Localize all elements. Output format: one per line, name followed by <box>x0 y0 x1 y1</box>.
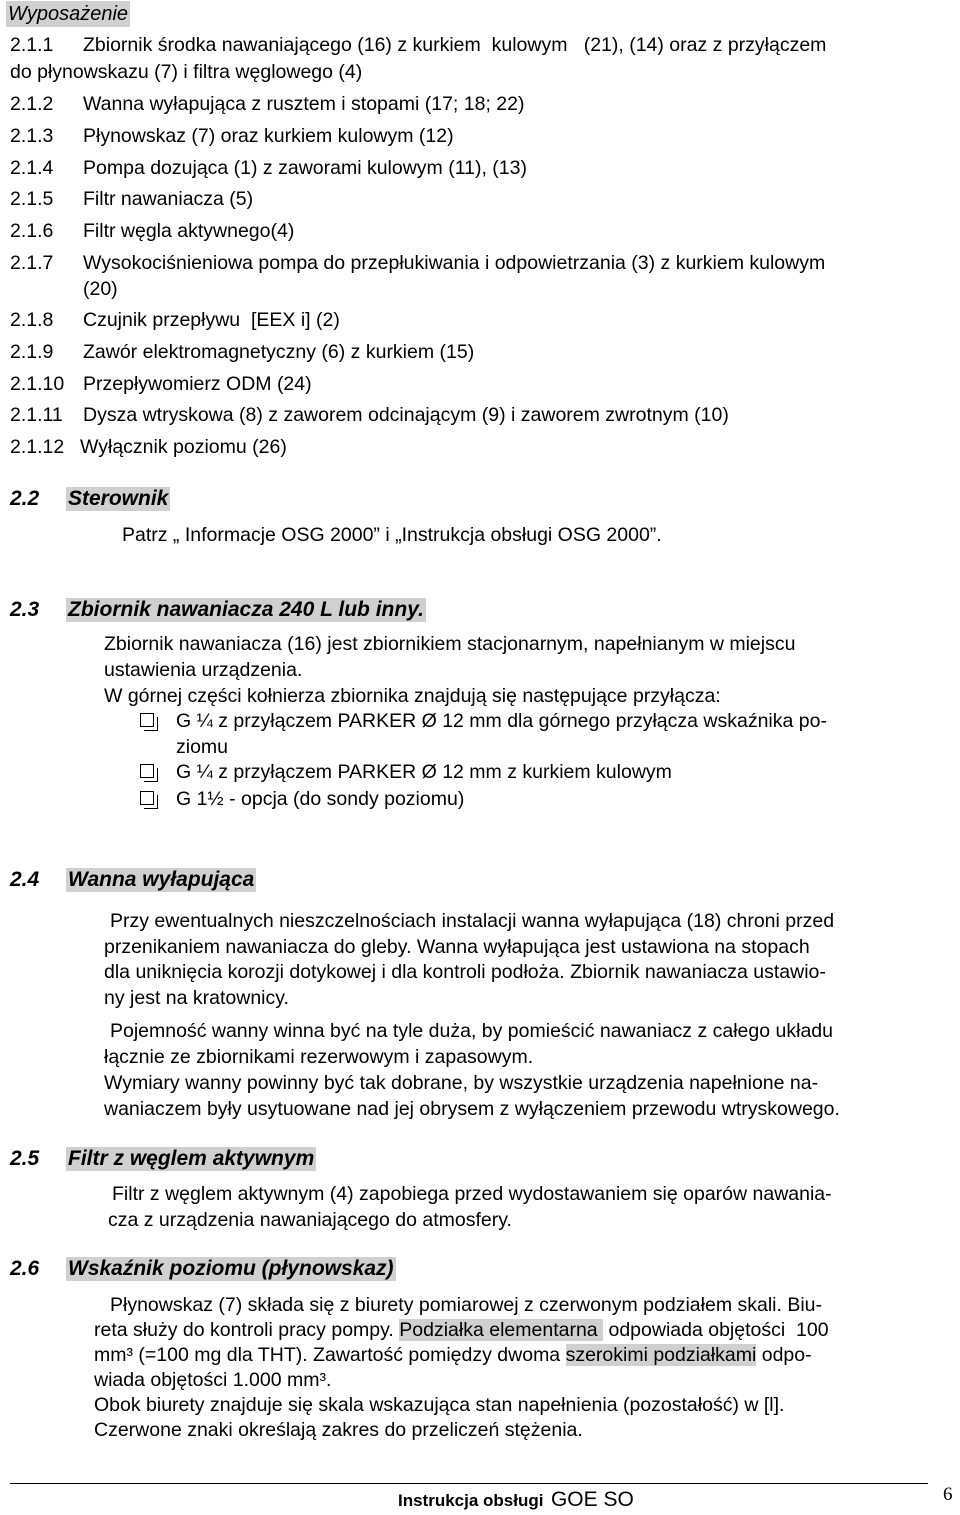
paragraph-line: Filtr z węglem aktywnym (4) zapobiega przed wydostawaniem się oparów nawania- <box>112 1183 832 1205</box>
text-run: odpowiada objętości 100 <box>603 1319 829 1341</box>
paragraph-line: Zbiornik nawaniacza (16) jest zbiornikiem stacjonarnym, napełnianym w miejscu <box>104 633 796 655</box>
item-number: 2.1.10 <box>10 373 65 395</box>
page-number: 6 <box>943 1484 953 1505</box>
checkbox-bullet-icon <box>140 791 154 805</box>
item-text: Pompa dozująca (1) z zaworami kulowym (11), (13) <box>83 157 527 179</box>
text-run: reta służy do kontroli pracy pompy. <box>94 1319 400 1341</box>
item-text: Płynowskaz (7) oraz kurkiem kulowym (12) <box>83 125 454 147</box>
item-number: 2.1.12 <box>10 436 65 458</box>
item-number: 2.1.11 <box>10 404 63 426</box>
checkbox-bullet-icon <box>140 713 154 727</box>
item-text: do płynowskazu (7) i filtra węglowego (4) <box>10 61 363 83</box>
item-text: Dysza wtryskowa (8) z zaworem odcinającym (9) i zaworem zwrotnym (10) <box>83 404 729 426</box>
item-number: 2.1.2 <box>10 93 54 115</box>
paragraph-line <box>94 1342 812 1368</box>
section-heading: Wyposażenie <box>8 3 129 25</box>
text-run: mm³ (=100 mg dla THT). Zawartość pomiędzy dwoma <box>94 1344 566 1366</box>
item-text: (20) <box>83 278 118 300</box>
item-number: 2.1.5 <box>10 188 54 210</box>
footer <box>398 1488 634 1512</box>
highlighted-term: Podziałka elementarna <box>399 1319 604 1341</box>
footer-divider <box>10 1483 928 1484</box>
section-number: 2.3 <box>10 598 40 621</box>
section-number: 2.5 <box>10 1147 40 1170</box>
item-number: 2.1.4 <box>10 157 54 179</box>
bullet-text: G ¼ z przyłączem PARKER Ø 12 mm dla górnego przyłącza wskaźnika po- <box>176 710 827 732</box>
paragraph-line: W górnej części kołnierza zbiornika znajdują się następujące przyłącza: <box>104 685 721 707</box>
paragraph-line: Płynowskaz (7) składa się z biurety pomiarowej z czerwonym podziałem skali. Biu- <box>110 1294 823 1316</box>
section-title: Wanna wyłapująca <box>68 868 255 891</box>
paragraph-line <box>94 1317 829 1343</box>
item-number: 2.1.6 <box>10 220 54 242</box>
paragraph-line: wiada objętości 1.000 mm³. <box>94 1369 332 1391</box>
footer-product: GOE SO <box>550 1488 634 1511</box>
text-run: odpo- <box>756 1344 812 1366</box>
section-text: Patrz „ Informacje OSG 2000” i „Instrukcja obsługi OSG 2000”. <box>122 524 662 546</box>
item-text: Wysokociśnieniowa pompa do przepłukiwania i odpowietrzania (3) z kurkiem kulowym <box>83 252 826 274</box>
paragraph-line: Przy ewentualnych nieszczelnościach instalacji wanna wyłapująca (18) chroni przed <box>110 910 835 932</box>
section-title: Zbiornik nawaniacza 240 L lub inny. <box>68 598 424 621</box>
footer-label: Instrukcja obsługi <box>398 1491 544 1510</box>
item-text: Wyłącznik poziomu (26) <box>80 436 287 458</box>
section-number: 2.2 <box>10 487 40 510</box>
section-number: 2.4 <box>10 868 40 891</box>
item-text: Filtr nawaniacza (5) <box>83 188 254 210</box>
paragraph-line: cza z urządzenia nawaniającego do atmosfery. <box>108 1209 512 1231</box>
item-text: Wanna wyłapująca z rusztem i stopami (17; 18; 22) <box>83 93 525 115</box>
paragraph-line: ustawienia urządzenia. <box>104 659 303 681</box>
paragraph-line: ny jest na kratownicy. <box>104 987 289 1009</box>
item-number: 2.1.7 <box>10 252 54 274</box>
section-title: Filtr z węglem aktywnym <box>68 1147 315 1170</box>
paragraph-line: przenikaniem nawaniacza do gleby. Wanna wyłapująca jest ustawiona na stopach <box>104 936 810 958</box>
item-number: 2.1.8 <box>10 309 54 331</box>
paragraph-line: Wymiary wanny powinny być tak dobrane, by wszystkie urządzenia napełnione na- <box>104 1072 819 1094</box>
section-number: 2.6 <box>10 1257 40 1280</box>
section-title: Sterownik <box>68 487 169 510</box>
item-text: Czujnik przepływu [EEX i] (2) <box>83 309 340 331</box>
item-text: Zbiornik środka nawaniającego (16) z kurkiem kulowym (21), (14) oraz z przyłączem <box>83 34 827 56</box>
checkbox-bullet-icon <box>140 764 154 778</box>
paragraph-line: Czerwone znaki określają zakres do przeliczeń stężenia. <box>94 1419 583 1441</box>
paragraph-line: Obok biurety znajduje się skala wskazująca stan napełnienia (pozostałość) w [l]. <box>94 1394 785 1416</box>
paragraph-line: dla uniknięcia korozji dotykowej i dla kontroli podłoża. Zbiornik nawaniacza ustawio- <box>104 961 826 983</box>
item-text: Zawór elektromagnetyczny (6) z kurkiem (15) <box>83 341 475 363</box>
paragraph-line: waniaczem były usytuowane nad jej obrysem z wyłączeniem przewodu wtryskowego. <box>104 1098 840 1120</box>
highlighted-term: szerokimi podziałkami <box>565 1344 757 1366</box>
item-text: Przepływomierz ODM (24) <box>83 373 312 395</box>
paragraph-line: łącznie ze zbiornikami rezerwowym i zapasowym. <box>104 1046 534 1068</box>
item-number: 2.1.1 <box>10 34 54 56</box>
section-title: Wskaźnik poziomu (płynowskaz) <box>68 1257 394 1280</box>
item-number: 2.1.9 <box>10 341 54 363</box>
item-number: 2.1.3 <box>10 125 54 147</box>
bullet-text: G ¼ z przyłączem PARKER Ø 12 mm z kurkiem kulowym <box>176 761 672 783</box>
bullet-text: G 1½ - opcja (do sondy poziomu) <box>176 788 465 810</box>
item-text: Filtr węgla aktywnego(4) <box>83 220 295 242</box>
bullet-text: ziomu <box>176 736 229 758</box>
paragraph-line: Pojemność wanny winna być na tyle duża, by pomieścić nawaniacz z całego układu <box>110 1020 833 1042</box>
